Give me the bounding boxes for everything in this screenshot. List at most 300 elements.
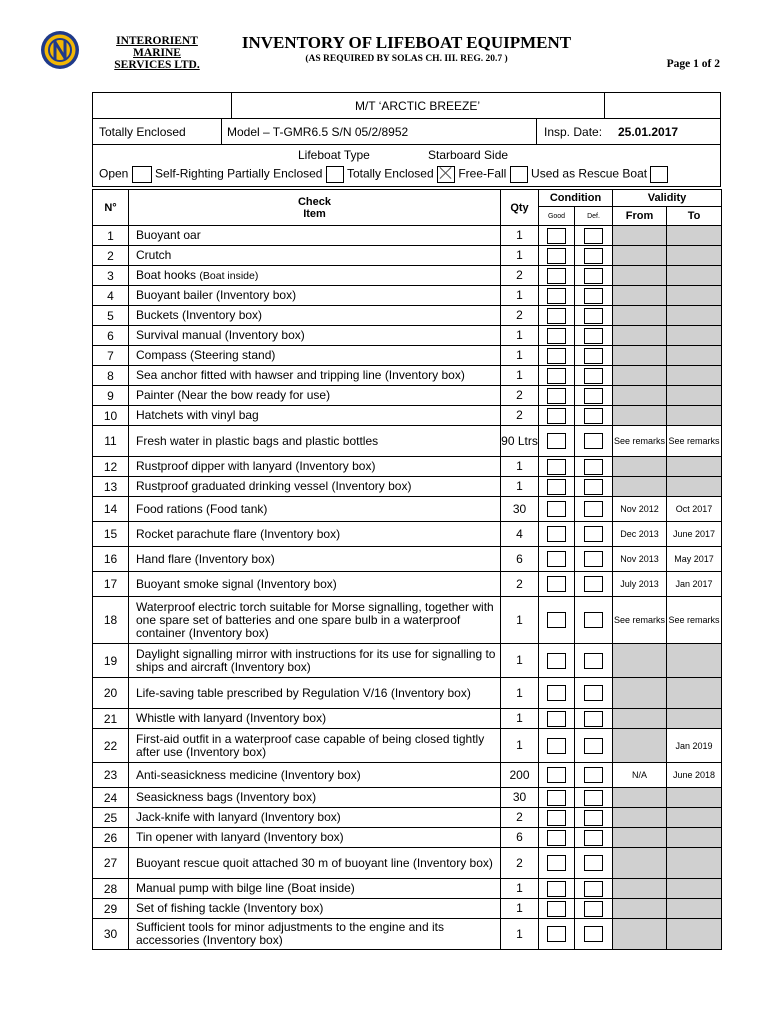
row-def-cell bbox=[575, 729, 613, 763]
row-good-checkbox[interactable] bbox=[547, 368, 566, 384]
row-valid-from bbox=[613, 386, 667, 406]
row-good-checkbox[interactable] bbox=[547, 738, 566, 754]
row-good-checkbox[interactable] bbox=[547, 268, 566, 284]
row-def-checkbox[interactable] bbox=[584, 268, 603, 284]
row-valid-to bbox=[667, 678, 722, 709]
row-def-checkbox[interactable] bbox=[584, 388, 603, 404]
row-def-checkbox[interactable] bbox=[584, 767, 603, 783]
row-good-checkbox[interactable] bbox=[547, 711, 566, 727]
row-qty: 2 bbox=[501, 808, 539, 828]
row-good-checkbox[interactable] bbox=[547, 551, 566, 567]
row-def-cell bbox=[575, 709, 613, 729]
row-qty: 1 bbox=[501, 246, 539, 266]
row-item-text: Tin opener with lanyard (Inventory box) bbox=[136, 830, 344, 844]
row-valid-to bbox=[667, 306, 722, 326]
row-good-checkbox[interactable] bbox=[547, 433, 566, 449]
table-row bbox=[93, 808, 722, 828]
row-good-cell bbox=[539, 266, 575, 286]
row-item-text: Buckets (Inventory box) bbox=[136, 308, 263, 322]
row-item-text: Painter (Near the bow ready for use) bbox=[136, 388, 331, 402]
row-good-cell bbox=[539, 457, 575, 477]
row-valid-to bbox=[667, 406, 722, 426]
row-item bbox=[129, 828, 501, 848]
row-item-text: Waterproof electric torch suitable for Morse signalling, together with one spare set of batteries and one spare bulb in a waterproof container (Inventory box) bbox=[136, 599, 494, 640]
row-valid-from: See remarks bbox=[613, 597, 667, 644]
row-qty: 1 bbox=[501, 899, 539, 919]
row-number: 22 bbox=[93, 729, 129, 763]
row-valid-to bbox=[667, 226, 722, 246]
row-number: 5 bbox=[93, 306, 129, 326]
row-def-cell bbox=[575, 644, 613, 678]
row-good-checkbox[interactable] bbox=[547, 526, 566, 542]
row-def-checkbox[interactable] bbox=[584, 501, 603, 517]
table-row bbox=[93, 426, 722, 457]
row-def-checkbox[interactable] bbox=[584, 288, 603, 304]
row-def-cell bbox=[575, 763, 613, 788]
row-number: 7 bbox=[93, 346, 129, 366]
row-valid-to bbox=[667, 477, 722, 497]
table-row bbox=[93, 346, 722, 366]
row-valid-from: Nov 2013 bbox=[613, 547, 667, 572]
row-item-text: Daylight signalling mirror with instructions for its use for signalling to ships and aircraft (Inventory box) bbox=[136, 646, 496, 674]
row-item-text: Crutch bbox=[136, 248, 172, 262]
row-qty: 1 bbox=[501, 597, 539, 644]
boat-side: Starboard Side bbox=[428, 148, 509, 162]
table-row bbox=[93, 709, 722, 729]
col-def: Def. bbox=[575, 207, 613, 226]
table-row bbox=[93, 899, 722, 919]
row-item bbox=[129, 266, 501, 286]
row-good-checkbox[interactable] bbox=[547, 388, 566, 404]
row-good-cell bbox=[539, 597, 575, 644]
row-item bbox=[129, 919, 501, 950]
table-row bbox=[93, 246, 722, 266]
row-item-text: Food rations (Food tank) bbox=[136, 501, 268, 516]
row-def-checkbox[interactable] bbox=[584, 685, 603, 701]
inventory-table bbox=[92, 189, 722, 950]
company-line-1: INTERORIENT bbox=[116, 35, 198, 47]
row-number: 14 bbox=[93, 497, 129, 522]
table-row bbox=[93, 457, 722, 477]
row-item-text: Seasickness bags (Inventory box) bbox=[136, 790, 317, 804]
row-qty: 1 bbox=[501, 226, 539, 246]
row-number: 11 bbox=[93, 426, 129, 457]
row-def-checkbox[interactable] bbox=[584, 348, 603, 364]
row-good-checkbox[interactable] bbox=[547, 855, 566, 871]
row-item-text: Hatchets with vinyl bag bbox=[136, 408, 259, 422]
row-number: 25 bbox=[93, 808, 129, 828]
row-def-checkbox[interactable] bbox=[584, 459, 603, 475]
row-number: 8 bbox=[93, 366, 129, 386]
row-valid-from bbox=[613, 306, 667, 326]
row-number: 26 bbox=[93, 828, 129, 848]
row-item-text: Rustproof dipper with lanyard (Inventory box) bbox=[136, 459, 376, 473]
row-good-checkbox[interactable] bbox=[547, 790, 566, 806]
row-good-checkbox[interactable] bbox=[547, 348, 566, 364]
row-valid-to: Jan 2017 bbox=[667, 572, 722, 597]
row-item-text: Buoyant bailer (Inventory box) bbox=[136, 288, 297, 302]
row-item bbox=[129, 246, 501, 266]
row-qty: 1 bbox=[501, 709, 539, 729]
table-row bbox=[93, 406, 722, 426]
row-qty: 1 bbox=[501, 346, 539, 366]
row-good-cell bbox=[539, 644, 575, 678]
row-good-cell bbox=[539, 572, 575, 597]
row-good-cell bbox=[539, 286, 575, 306]
row-good-checkbox[interactable] bbox=[547, 685, 566, 701]
row-valid-to: Oct 2017 bbox=[667, 497, 722, 522]
table-row bbox=[93, 848, 722, 879]
row-valid-to bbox=[667, 899, 722, 919]
row-good-cell bbox=[539, 678, 575, 709]
row-valid-from bbox=[613, 644, 667, 678]
row-valid-from bbox=[613, 366, 667, 386]
row-valid-to bbox=[667, 457, 722, 477]
col-validity: Validity bbox=[613, 190, 722, 207]
row-def-cell bbox=[575, 597, 613, 644]
row-item bbox=[129, 346, 501, 366]
row-good-cell bbox=[539, 919, 575, 950]
row-good-cell bbox=[539, 477, 575, 497]
row-good-cell bbox=[539, 808, 575, 828]
row-good-checkbox[interactable] bbox=[547, 328, 566, 344]
row-valid-from bbox=[613, 899, 667, 919]
col-condition: Condition bbox=[539, 190, 613, 207]
row-def-checkbox[interactable] bbox=[584, 368, 603, 384]
row-def-checkbox[interactable] bbox=[584, 738, 603, 754]
row-item bbox=[129, 644, 501, 678]
row-def-cell bbox=[575, 879, 613, 899]
row-valid-to bbox=[667, 879, 722, 899]
row-qty: 1 bbox=[501, 729, 539, 763]
row-good-checkbox[interactable] bbox=[547, 576, 566, 592]
row-valid-to bbox=[667, 346, 722, 366]
row-valid-from: Dec 2013 bbox=[613, 522, 667, 547]
row-good-checkbox[interactable] bbox=[547, 810, 566, 826]
row-valid-to bbox=[667, 246, 722, 266]
row-item bbox=[129, 226, 501, 246]
row-def-checkbox[interactable] bbox=[584, 810, 603, 826]
row-def-checkbox[interactable] bbox=[584, 479, 603, 495]
row-valid-from bbox=[613, 828, 667, 848]
row-valid-to bbox=[667, 828, 722, 848]
row-good-checkbox[interactable] bbox=[547, 501, 566, 517]
row-item-note: (Boat inside) bbox=[199, 269, 259, 282]
row-valid-to bbox=[667, 808, 722, 828]
row-good-checkbox[interactable] bbox=[547, 767, 566, 783]
row-item-text: Survival manual (Inventory box) bbox=[136, 328, 305, 342]
row-valid-to: May 2017 bbox=[667, 547, 722, 572]
row-valid-to bbox=[667, 709, 722, 729]
row-item-text: Rustproof graduated drinking vessel (Inventory box) bbox=[136, 479, 412, 493]
table-row bbox=[93, 306, 722, 326]
row-def-cell bbox=[575, 572, 613, 597]
row-qty: 2 bbox=[501, 266, 539, 286]
row-valid-from bbox=[613, 266, 667, 286]
row-valid-from bbox=[613, 808, 667, 828]
row-item bbox=[129, 879, 501, 899]
col-item-label: Item bbox=[303, 207, 326, 220]
row-item-text: Life-saving table prescribed by Regulation V/16 (Inventory box) bbox=[136, 685, 471, 700]
row-valid-from: See remarks bbox=[613, 426, 667, 457]
table-row bbox=[93, 326, 722, 346]
row-def-checkbox[interactable] bbox=[584, 926, 603, 942]
row-valid-to bbox=[667, 366, 722, 386]
row-valid-from bbox=[613, 678, 667, 709]
row-good-checkbox[interactable] bbox=[547, 926, 566, 942]
row-good-checkbox[interactable] bbox=[547, 248, 566, 264]
row-qty: 30 bbox=[501, 788, 539, 808]
col-check-label: Check bbox=[297, 195, 332, 208]
row-def-checkbox[interactable] bbox=[584, 790, 603, 806]
company-name bbox=[104, 35, 210, 71]
row-good-cell bbox=[539, 763, 575, 788]
row-good-checkbox[interactable] bbox=[547, 228, 566, 244]
row-number: 20 bbox=[93, 678, 129, 709]
row-good-cell bbox=[539, 226, 575, 246]
row-def-cell bbox=[575, 346, 613, 366]
type-open-checkbox[interactable] bbox=[132, 166, 152, 183]
table-row bbox=[93, 879, 722, 899]
row-good-checkbox[interactable] bbox=[547, 881, 566, 897]
row-def-cell bbox=[575, 547, 613, 572]
row-def-checkbox[interactable] bbox=[584, 576, 603, 592]
row-number: 16 bbox=[93, 547, 129, 572]
inspection-label: Insp. Date: bbox=[544, 125, 603, 139]
type-free-fall-checkbox[interactable] bbox=[510, 166, 528, 183]
row-qty: 2 bbox=[501, 386, 539, 406]
row-good-checkbox[interactable] bbox=[547, 288, 566, 304]
row-def-checkbox[interactable] bbox=[584, 901, 603, 917]
row-item bbox=[129, 678, 501, 709]
row-def-checkbox[interactable] bbox=[584, 308, 603, 324]
row-item-text: Compass (Steering stand) bbox=[136, 348, 276, 362]
row-item bbox=[129, 326, 501, 346]
type-self-righting-label: Self-Righting Partially Enclosed bbox=[155, 166, 323, 181]
row-def-checkbox[interactable] bbox=[584, 612, 603, 628]
row-def-checkbox[interactable] bbox=[584, 551, 603, 567]
row-number: 27 bbox=[93, 848, 129, 879]
row-def-checkbox[interactable] bbox=[584, 328, 603, 344]
row-valid-to bbox=[667, 326, 722, 346]
table-row bbox=[93, 286, 722, 306]
row-good-checkbox[interactable] bbox=[547, 459, 566, 475]
row-valid-to bbox=[667, 644, 722, 678]
row-good-checkbox[interactable] bbox=[547, 308, 566, 324]
row-item-text: Boat hooks bbox=[136, 267, 197, 282]
row-good-cell bbox=[539, 346, 575, 366]
row-def-cell bbox=[575, 226, 613, 246]
company-line-2: MARINE bbox=[133, 47, 181, 59]
row-good-cell bbox=[539, 879, 575, 899]
row-valid-from bbox=[613, 729, 667, 763]
row-item bbox=[129, 457, 501, 477]
row-good-checkbox[interactable] bbox=[547, 408, 566, 424]
table-row bbox=[93, 763, 722, 788]
row-good-cell bbox=[539, 497, 575, 522]
row-item-text: Sufficient tools for minor adjustments to the engine and its accessories (Inventory box) bbox=[136, 920, 444, 947]
row-valid-to bbox=[667, 788, 722, 808]
row-item-text: Jack-knife with lanyard (Inventory box) bbox=[136, 810, 341, 824]
row-good-cell bbox=[539, 426, 575, 457]
row-number: 10 bbox=[93, 406, 129, 426]
row-def-cell bbox=[575, 286, 613, 306]
row-def-cell bbox=[575, 788, 613, 808]
row-def-checkbox[interactable] bbox=[584, 711, 603, 727]
row-valid-from bbox=[613, 226, 667, 246]
row-valid-from bbox=[613, 879, 667, 899]
row-def-checkbox[interactable] bbox=[584, 855, 603, 871]
row-good-cell bbox=[539, 406, 575, 426]
row-def-checkbox[interactable] bbox=[584, 248, 603, 264]
table-row bbox=[93, 678, 722, 709]
row-def-cell bbox=[575, 386, 613, 406]
lifeboat-type-label: Lifeboat Type bbox=[298, 148, 370, 162]
boat-class: Totally Enclosed bbox=[99, 125, 186, 139]
row-qty: 2 bbox=[501, 848, 539, 879]
row-def-checkbox[interactable] bbox=[584, 433, 603, 449]
row-qty: 2 bbox=[501, 306, 539, 326]
row-item bbox=[129, 597, 501, 644]
row-number: 28 bbox=[93, 879, 129, 899]
row-valid-from: N/A bbox=[613, 763, 667, 788]
row-item-text: Set of fishing tackle (Inventory box) bbox=[136, 901, 324, 915]
row-good-cell bbox=[539, 386, 575, 406]
table-row bbox=[93, 644, 722, 678]
row-def-cell bbox=[575, 457, 613, 477]
row-def-checkbox[interactable] bbox=[584, 881, 603, 897]
row-qty: 1 bbox=[501, 644, 539, 678]
type-self-righting-checkbox[interactable] bbox=[326, 166, 344, 183]
row-def-cell bbox=[575, 522, 613, 547]
row-item-text: Manual pump with bilge line (Boat inside) bbox=[136, 881, 355, 895]
table-row bbox=[93, 729, 722, 763]
row-item bbox=[129, 572, 501, 597]
type-rescue-boat-label: Used as Rescue Boat bbox=[531, 166, 648, 181]
row-item bbox=[129, 497, 501, 522]
table-row bbox=[93, 386, 722, 406]
table-row bbox=[93, 828, 722, 848]
row-def-cell bbox=[575, 477, 613, 497]
type-free-fall-label: Free-Fall bbox=[458, 166, 507, 181]
row-item bbox=[129, 848, 501, 879]
row-good-checkbox[interactable] bbox=[547, 830, 566, 846]
row-valid-from bbox=[613, 709, 667, 729]
row-item bbox=[129, 306, 501, 326]
type-totally-enclosed-checkbox[interactable] bbox=[437, 166, 455, 183]
table-row bbox=[93, 497, 722, 522]
row-good-cell bbox=[539, 306, 575, 326]
row-def-cell bbox=[575, 919, 613, 950]
row-def-cell bbox=[575, 848, 613, 879]
row-good-cell bbox=[539, 828, 575, 848]
row-def-checkbox[interactable] bbox=[584, 228, 603, 244]
row-qty: 30 bbox=[501, 497, 539, 522]
row-number: 2 bbox=[93, 246, 129, 266]
row-def-cell bbox=[575, 266, 613, 286]
col-from: From bbox=[613, 207, 667, 226]
row-def-cell bbox=[575, 828, 613, 848]
row-qty: 2 bbox=[501, 406, 539, 426]
row-number: 18 bbox=[93, 597, 129, 644]
type-rescue-boat-checkbox[interactable] bbox=[650, 166, 668, 183]
page-number: Page 1 of 2 bbox=[666, 58, 720, 70]
row-item bbox=[129, 709, 501, 729]
row-good-checkbox[interactable] bbox=[547, 612, 566, 628]
row-good-checkbox[interactable] bbox=[547, 653, 566, 669]
row-item-text: Buoyant rescue quoit attached 30 m of buoyant line (Inventory box) bbox=[136, 855, 493, 870]
row-valid-from bbox=[613, 788, 667, 808]
row-good-cell bbox=[539, 848, 575, 879]
row-valid-from bbox=[613, 346, 667, 366]
row-item bbox=[129, 366, 501, 386]
col-good: Good bbox=[539, 207, 575, 226]
row-good-checkbox[interactable] bbox=[547, 479, 566, 495]
row-def-cell bbox=[575, 326, 613, 346]
row-qty: 1 bbox=[501, 879, 539, 899]
row-valid-to: See remarks bbox=[667, 426, 722, 457]
row-number: 9 bbox=[93, 386, 129, 406]
row-number: 30 bbox=[93, 919, 129, 950]
row-qty: 2 bbox=[501, 572, 539, 597]
row-item bbox=[129, 763, 501, 788]
row-qty: 1 bbox=[501, 678, 539, 709]
row-def-cell bbox=[575, 497, 613, 522]
company-line-3: SERVICES LTD. bbox=[114, 59, 200, 71]
type-totally-enclosed-label: Totally Enclosed bbox=[346, 166, 434, 181]
row-valid-to: Jan 2019 bbox=[667, 729, 722, 763]
table-row bbox=[93, 919, 722, 950]
row-valid-from: July 2013 bbox=[613, 572, 667, 597]
inspection-date: 25.01.2017 bbox=[618, 125, 679, 139]
row-good-checkbox[interactable] bbox=[547, 901, 566, 917]
row-qty: 6 bbox=[501, 828, 539, 848]
type-open-label: Open bbox=[99, 166, 129, 181]
row-item-text: Sea anchor fitted with hawser and tripping line (Inventory box) bbox=[136, 368, 465, 382]
row-good-cell bbox=[539, 729, 575, 763]
row-number: 15 bbox=[93, 522, 129, 547]
row-number: 19 bbox=[93, 644, 129, 678]
row-number: 1 bbox=[93, 226, 129, 246]
row-def-checkbox[interactable] bbox=[584, 408, 603, 424]
table-row bbox=[93, 572, 722, 597]
row-valid-from bbox=[613, 477, 667, 497]
row-valid-to: June 2018 bbox=[667, 763, 722, 788]
row-valid-to: See remarks bbox=[667, 597, 722, 644]
table-row bbox=[93, 597, 722, 644]
row-number: 13 bbox=[93, 477, 129, 497]
row-valid-from bbox=[613, 919, 667, 950]
row-def-checkbox[interactable] bbox=[584, 526, 603, 542]
row-item bbox=[129, 899, 501, 919]
row-good-cell bbox=[539, 246, 575, 266]
col-number: N° bbox=[93, 190, 129, 226]
row-qty: 1 bbox=[501, 477, 539, 497]
table-row bbox=[93, 788, 722, 808]
row-def-cell bbox=[575, 899, 613, 919]
row-valid-to bbox=[667, 286, 722, 306]
row-def-checkbox[interactable] bbox=[584, 653, 603, 669]
vessel-name: M/T ‘ARCTIC BREEZE’ bbox=[354, 99, 481, 113]
row-number: 12 bbox=[93, 457, 129, 477]
row-number: 4 bbox=[93, 286, 129, 306]
table-row bbox=[93, 366, 722, 386]
row-good-cell bbox=[539, 326, 575, 346]
row-item bbox=[129, 729, 501, 763]
row-item-text: Buoyant smoke signal (Inventory box) bbox=[136, 576, 337, 591]
row-def-checkbox[interactable] bbox=[584, 830, 603, 846]
row-qty: 1 bbox=[501, 457, 539, 477]
